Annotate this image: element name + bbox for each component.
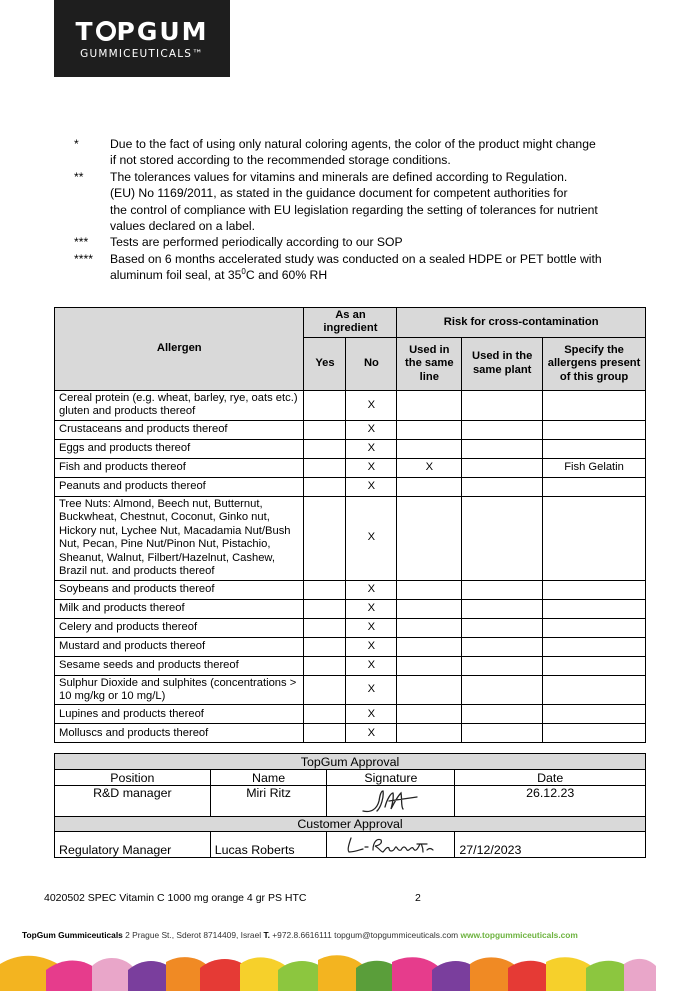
cell-same-line — [397, 477, 462, 496]
cell-no: X — [346, 496, 397, 580]
cell-yes — [304, 439, 346, 458]
col-date: Date — [455, 770, 646, 786]
header-same-plant: Used in the same plant — [462, 337, 543, 390]
cell-yes — [304, 656, 346, 675]
cell-same-line — [397, 705, 462, 724]
col-position: Position — [55, 770, 211, 786]
table-row — [55, 390, 646, 420]
website-link[interactable]: www.topgummiceuticals.com — [460, 930, 578, 940]
table-row — [55, 656, 646, 675]
allergen-name: Molluscs and products thereof — [55, 724, 304, 743]
table-row — [55, 477, 646, 496]
table-row — [55, 618, 646, 637]
approval-table — [54, 753, 646, 858]
logo-wordmark: T PGUM — [75, 17, 209, 46]
allergen-name: Fish and products thereof — [55, 458, 304, 477]
cell-specify: Fish Gelatin — [543, 458, 646, 477]
cell-same-line — [397, 390, 462, 420]
cell-same-line — [397, 656, 462, 675]
cell-no: X — [346, 705, 397, 724]
cell-same-line — [397, 496, 462, 580]
cell-specify — [543, 705, 646, 724]
cell-same-line — [397, 580, 462, 599]
topgum-date: 26.12.23 — [455, 786, 646, 817]
gummy-decoration-icon — [0, 950, 656, 991]
page-number: 2 — [415, 892, 421, 904]
cell-no: X — [346, 724, 397, 743]
table-row — [55, 580, 646, 599]
cell-same-plant — [462, 675, 543, 705]
cell-yes — [304, 477, 346, 496]
cell-yes — [304, 705, 346, 724]
allergen-name: Tree Nuts: Almond, Beech nut, Butternut, Buckwheat, Chestnut, Coconut, Ginko nut, Hickory nut, Lychee Nut, Macadamia Nut/Bush Nut, Pecan, Pine Nut/Pinon Nut, Pistachio, Sheanut, Walnut, Filbert/Hazelnut, Cashew, Brazil nut. and products thereof — [55, 496, 304, 580]
customer-approval-title: Customer Approval — [55, 817, 646, 832]
allergen-name: Eggs and products thereof — [55, 439, 304, 458]
cell-same-plant — [462, 390, 543, 420]
cell-same-line — [397, 724, 462, 743]
table-row — [55, 599, 646, 618]
cell-yes — [304, 618, 346, 637]
cell-same-plant — [462, 637, 543, 656]
table-row — [55, 458, 646, 477]
footnotes — [74, 136, 644, 284]
cell-no: X — [346, 580, 397, 599]
cell-specify — [543, 390, 646, 420]
header-yes: Yes — [304, 337, 346, 390]
cell-yes — [304, 637, 346, 656]
signature-miri-ritz-icon — [361, 787, 421, 815]
cell-specify — [543, 637, 646, 656]
cell-same-plant — [462, 580, 543, 599]
cell-specify — [543, 477, 646, 496]
cell-yes — [304, 458, 346, 477]
allergen-name: Sesame seeds and products thereof — [55, 656, 304, 675]
cell-same-plant — [462, 724, 543, 743]
note-3: *** Tests are performed periodically according to our SOP — [74, 235, 403, 250]
cell-same-plant — [462, 458, 543, 477]
cell-same-line — [397, 675, 462, 705]
note-1: * Due to the fact of using only natural coloring agents, the color of the product might change if not stored according to the recommended storage conditions. — [74, 137, 596, 168]
header-risk: Risk for cross-contamination — [397, 308, 646, 338]
cell-specify — [543, 724, 646, 743]
cell-no: X — [346, 599, 397, 618]
cell-specify — [543, 599, 646, 618]
cell-same-plant — [462, 420, 543, 439]
cell-no: X — [346, 656, 397, 675]
logo-subtitle: GUMMICEUTICALS™ — [80, 48, 204, 60]
cell-same-plant — [462, 705, 543, 724]
cell-same-line — [397, 637, 462, 656]
cell-specify — [543, 496, 646, 580]
col-signature: Signature — [327, 770, 455, 786]
table-row — [55, 496, 646, 580]
table-row — [55, 439, 646, 458]
cell-no: X — [346, 477, 397, 496]
allergen-rows — [55, 390, 646, 743]
cell-no: X — [346, 675, 397, 705]
cell-same-plant — [462, 656, 543, 675]
customer-date: 27/12/2023 — [455, 832, 646, 858]
cell-same-line — [397, 439, 462, 458]
allergen-name: Crustaceans and products thereof — [55, 420, 304, 439]
header-allergen: Allergen — [55, 308, 304, 391]
topgum-approval-title: TopGum Approval — [55, 754, 646, 770]
cell-yes — [304, 580, 346, 599]
cell-same-plant — [462, 599, 543, 618]
allergen-name: Peanuts and products thereof — [55, 477, 304, 496]
customer-signature — [327, 832, 455, 858]
cell-no: X — [346, 439, 397, 458]
customer-position: Regulatory Manager — [55, 832, 211, 858]
cell-specify — [543, 656, 646, 675]
allergen-name: Soybeans and products thereof — [55, 580, 304, 599]
logo-o-icon — [96, 21, 116, 41]
cell-same-plant — [462, 439, 543, 458]
cell-specify — [543, 580, 646, 599]
cell-yes — [304, 390, 346, 420]
cell-same-plant — [462, 618, 543, 637]
topgum-name: Miri Ritz — [210, 786, 327, 817]
cell-specify — [543, 618, 646, 637]
table-row — [55, 637, 646, 656]
signature-lucas-roberts-icon — [343, 834, 439, 856]
cell-no: X — [346, 420, 397, 439]
cell-same-plant — [462, 496, 543, 580]
table-row — [55, 724, 646, 743]
allergen-name: Lupines and products thereof — [55, 705, 304, 724]
cell-same-line: X — [397, 458, 462, 477]
header-specify: Specify the allergens present of this group — [543, 337, 646, 390]
cell-no: X — [346, 618, 397, 637]
cell-same-line — [397, 618, 462, 637]
contact-line: TopGum Gummiceuticals 2 Prague St., Sderot 8714409, Israel T. +972.8.6616111 topgum@topgummiceuticals.com www.topgummiceuticals.com — [22, 930, 578, 940]
cell-same-line — [397, 599, 462, 618]
cell-no: X — [346, 458, 397, 477]
note-4: **** Based on 6 months accelerated study was conducted on a sealed HDPE or PET bottle with aluminum foil seal, at $35^0C$ and 60% RH — [74, 251, 602, 283]
col-name: Name — [210, 770, 327, 786]
allergen-table — [54, 307, 646, 743]
document-reference: 4020502 SPEC Vitamin C 1000 mg orange 4 gr PS HTC — [44, 892, 307, 904]
note-2: ** The tolerances values for vitamins and minerals are defined according to Regulation. (EU) No 1169/2011, as stated in the guidance document for competent authorities for the control of compliance with EU legislation regarding the setting of tolerances for nutrient values declared on a label. — [74, 169, 598, 234]
allergen-name: Sulphur Dioxide and sulphites (concentrations > 10 mg/kg or 10 mg/L) — [55, 675, 304, 705]
header-as-ingredient: As an ingredient — [304, 308, 397, 338]
table-row — [55, 675, 646, 705]
topgum-position: R&D manager — [55, 786, 211, 817]
topgum-logo — [54, 0, 230, 77]
allergen-name: Cereal protein (e.g. wheat, barley, rye, oats etc.) gluten and products thereof — [55, 390, 304, 420]
table-row — [55, 705, 646, 724]
header-same-line: Used in the same line — [397, 337, 462, 390]
cell-same-plant — [462, 477, 543, 496]
cell-yes — [304, 496, 346, 580]
cell-no: X — [346, 390, 397, 420]
cell-specify — [543, 675, 646, 705]
cell-specify — [543, 439, 646, 458]
table-row — [55, 420, 646, 439]
allergen-name: Celery and products thereof — [55, 618, 304, 637]
allergen-name: Milk and products thereof — [55, 599, 304, 618]
topgum-signature — [327, 786, 455, 817]
allergen-name: Mustard and products thereof — [55, 637, 304, 656]
cell-yes — [304, 675, 346, 705]
cell-specify — [543, 420, 646, 439]
header-no: No — [346, 337, 397, 390]
cell-no: X — [346, 637, 397, 656]
cell-yes — [304, 420, 346, 439]
customer-name: Lucas Roberts — [210, 832, 327, 858]
cell-same-line — [397, 420, 462, 439]
cell-yes — [304, 599, 346, 618]
cell-yes — [304, 724, 346, 743]
